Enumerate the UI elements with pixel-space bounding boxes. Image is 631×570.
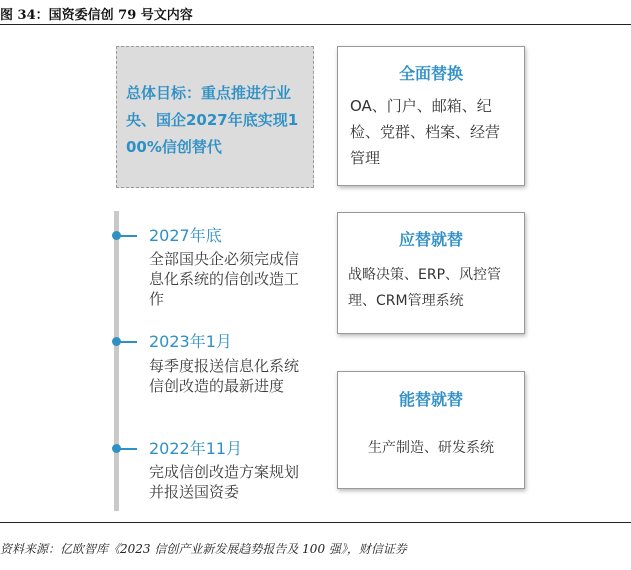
card-title: 应替就替	[398, 230, 463, 249]
timeline-date: 2023年1月	[149, 332, 232, 351]
timeline-connector	[119, 448, 137, 450]
card-title: 能替就替	[398, 390, 463, 409]
goal-box	[116, 46, 314, 188]
timeline-bar	[114, 211, 119, 511]
timeline-connector	[119, 235, 137, 237]
source-note: 资料来源：亿欧智库《2023 信创产业新发展趋势报告及 100 强》，财信证券	[0, 542, 407, 556]
timeline-description: 完成信创改造方案规划并报送国资委	[149, 463, 300, 501]
timeline-date: 2022年11月	[149, 439, 243, 458]
timeline-description: 每季度报送信息化系统信创改造的最新进度	[149, 357, 300, 395]
timeline-connector	[119, 341, 137, 343]
card-body: OA、门户、邮箱、纪检、党群、档案、经营管理	[350, 97, 501, 167]
card-title: 全面替换	[398, 64, 463, 83]
timeline-date: 2027年底	[149, 226, 222, 245]
timeline-description: 全部国央企必须完成信息化系统的信创改造工作	[149, 250, 300, 308]
bottom-rule	[0, 522, 631, 523]
top-rule	[0, 24, 631, 25]
goal-text: 总体目标：重点推进行业央、国企2027年底实现100%信创替代	[126, 84, 299, 156]
figure-title: 图 34：国资委信创 79 号文内容	[0, 8, 193, 23]
card-body: 战略决策、ERP、风控管理、CRM管理系统	[348, 267, 502, 309]
card-body: 生产制造、研发系统	[368, 440, 494, 456]
card-full-replacement	[337, 46, 525, 186]
card-should-replace	[337, 212, 525, 334]
card-can-replace	[337, 371, 525, 489]
